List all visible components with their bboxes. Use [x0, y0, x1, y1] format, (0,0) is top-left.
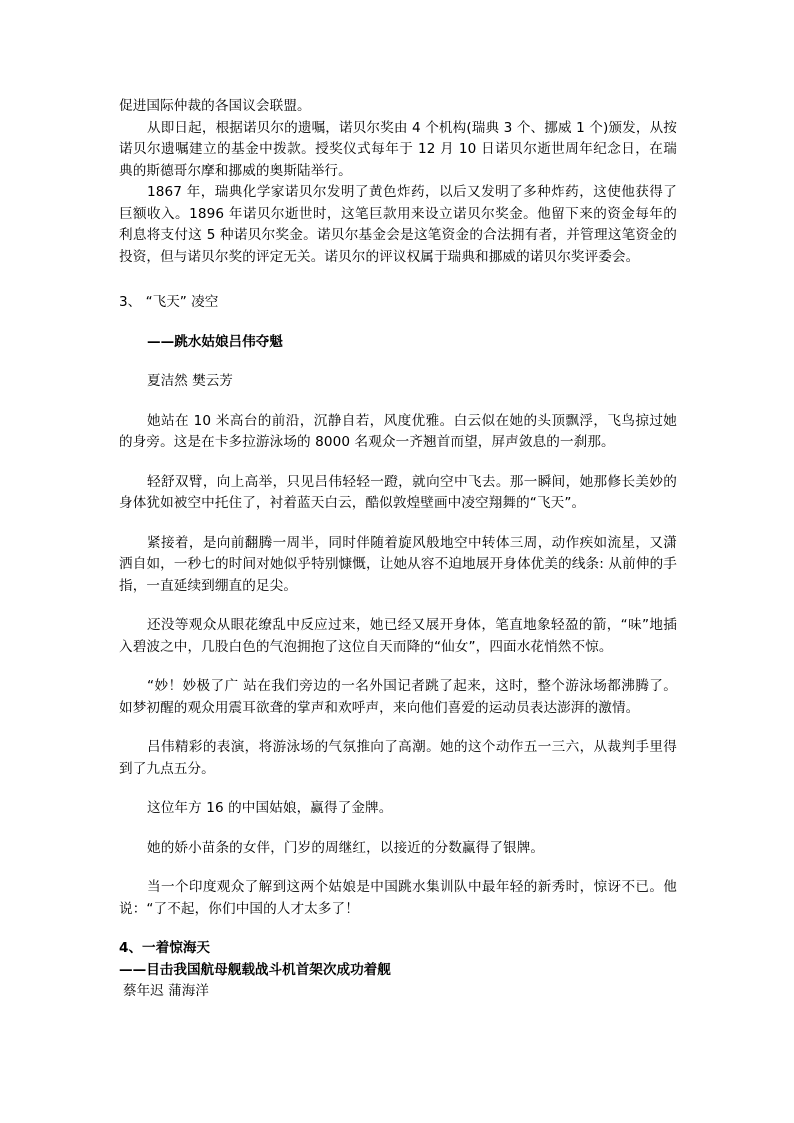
document-page — [119, 96, 677, 1003]
section-4-subtitle: ——目击我国航母舰载战斗机首架次成功着舰 — [119, 961, 391, 978]
paragraph: 1867 年，瑞典化学家诺贝尔发明了黄色炸药，以后又发明了多种炸药，这使他获得了巨额收入。1896 年诺贝尔逝世时，这笔巨款用来设立诺贝尔奖金。他留下来的资金每年的利息将支付这 5 种诺贝尔奖金。诺贝尔基金会是这笔资金的合法拥有者，并管理这笔资金的投资，但与诺贝尔奖的评定无关。诺贝尔的评议权属于瑞典和挪威的诺贝尔奖评委会。 — [119, 184, 677, 265]
paragraph: 这位年方 16 的中国姑娘，赢得了金牌。 — [147, 800, 393, 816]
paragraph: 从即日起，根据诺贝尔的遗嘱，诺贝尔奖由 4 个机构(瑞典 3 个、挪威 1 个)颁发，从按诺贝尔遗嘱建立的基金中拨款。授奖仪式每年于 12 月 10 日诺贝尔逝世周年纪念日，在瑞典的斯德哥尔摩和挪威的奥斯陆举行。 — [119, 119, 677, 179]
paragraph: 当一个印度观众了解到这两个姑娘是中国跳水集训队中最年轻的新秀时，惊讶不已。他说：“了不起，你们中国的人才太多了！ — [119, 879, 677, 917]
section-3-authors: 夏洁然 樊云芳 — [147, 373, 233, 389]
section-4-title: 4、一着惊海天 — [119, 940, 211, 956]
paragraph: 她站在 10 米高台的前沿，沉静自若，风度优雅。白云似在她的头顶飘浮，飞鸟掠过她的身旁。这是在卡多拉游泳场的 8000 名观众一齐翘首而望，屏声敛息的一刹那。 — [119, 412, 677, 450]
paragraph: 还没等观众从眼花缭乱中反应过来，她已经又展开身体，笔直地象轻盈的箭，“味”地插入碧波之中，几股白色的气泡拥抱了这位自天而降的“仙女”，四面水花悄然不惊。 — [119, 617, 677, 655]
paragraph: 促进国际仲裁的各国议会联盟。 — [119, 98, 311, 114]
paragraph: 紧接着，是向前翻腾一周半，同时伴随着旋风般地空中转体三周，动作疾如流星，又潇洒自如，一秒七的时间对她似乎特别慷慨，让她从容不迫地展开身体优美的线条: 从前伸的手指，一直延续到绷直的足尖。 — [119, 534, 677, 594]
section-3-title: 3、 “飞天” 凌空 — [119, 294, 219, 310]
paragraph: 轻舒双臂，向上高举，只见吕伟轻轻一蹬，就向空中飞去。那一瞬间，她那修长美妙的身体犹如被空中托住了，衬着蓝天白云，酷似敦煌壁画中凌空翔舞的“飞天”。 — [119, 473, 677, 511]
paragraph: “妙！妙极了广 站在我们旁边的一名外国记者跳了起来，这时，整个游泳场都沸腾了。如梦初醒的观众用震耳欲聋的掌声和欢呼声，来向他们喜爱的运动员表达澎湃的激情。 — [119, 678, 677, 716]
paragraph: 她的娇小苗条的女伴，门岁的周继红，以接近的分数赢得了银牌。 — [147, 839, 545, 856]
paragraph: 吕伟精彩的表演，将游泳场的气氛推向了高潮。她的这个动作五一三六，从裁判手里得到了九点五分。 — [119, 739, 677, 777]
section-4-authors: 蔡年迟 蒲海洋 — [123, 983, 209, 999]
section-3-subtitle: ——跳水姑娘吕伟夺魁 — [147, 333, 283, 350]
